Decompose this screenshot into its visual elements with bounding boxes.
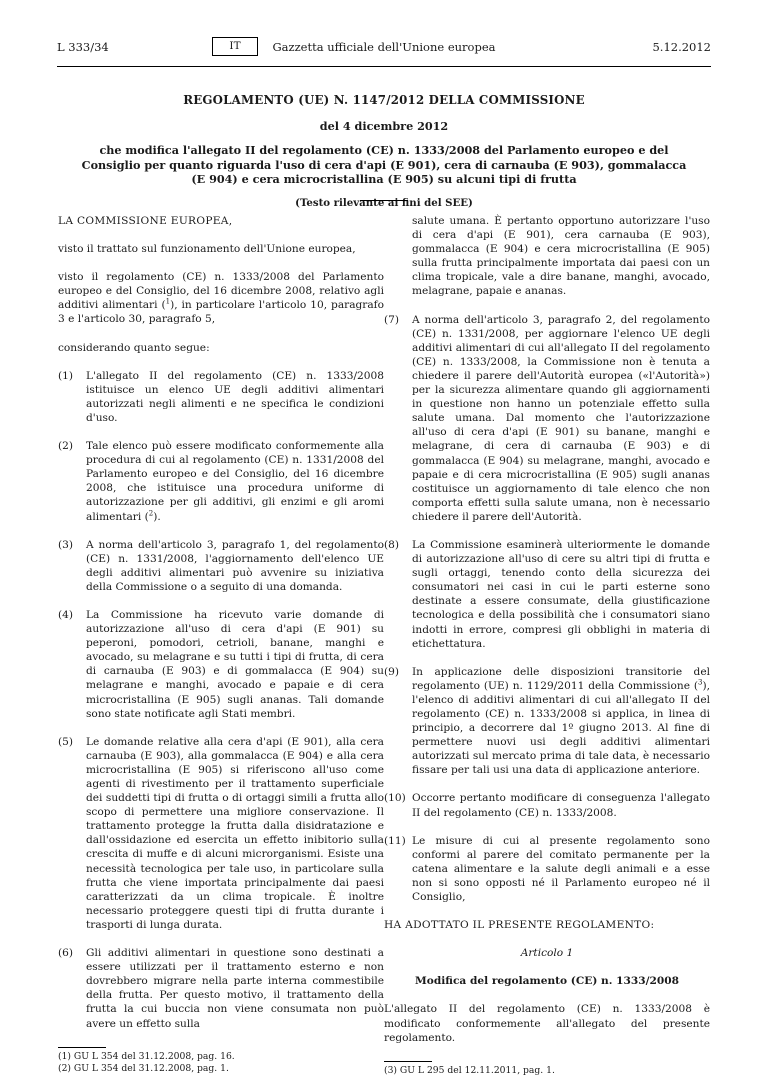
recital-text: La Commissione esaminerà ulteriormente le domande di autorizzazione all'uso di cere su altri tipi di frutta e sugli ortaggi, tenendo conto della sicurezza dei consumatori nei casi in cui le parti esterne sono destinate a essere consumate, della giustificazione tecnologica e della possibilità che i consumatori siano indotti in errore, compresi gli obblighi in materia di etichettatura. — [412, 538, 710, 650]
recital-number: (8) — [384, 538, 400, 551]
footnote: (2) GU L 354 del 31.12.2008, pag. 1. — [58, 1062, 229, 1074]
article-title: Modifica del regolamento (CE) n. 1333/2008 — [415, 975, 679, 988]
preamble-treaty: visto il trattato sul funzionamento dell'Unione europea, — [58, 243, 356, 256]
title-rule — [360, 200, 408, 201]
left-column — [58, 214, 384, 1075]
footnote-ref: 1 — [165, 297, 171, 306]
header-rule — [57, 66, 711, 67]
recitals-right — [384, 313, 710, 905]
footnote-rule — [58, 1047, 106, 1048]
preamble-commission: LA COMMISSIONE EUROPEA, — [58, 215, 233, 227]
recital-number: (3) — [58, 538, 74, 551]
recital-text: Occorre pertanto modificare di conseguenza l'allegato II del regolamento (CE) n. 1333/2008. — [412, 792, 710, 819]
article-text: L'allegato II del regolamento (CE) n. 1333/2008 è modificato conformemente all'allegato del presente regolamento. — [384, 1003, 710, 1044]
recital-number: (7) — [384, 313, 400, 326]
recital-item — [58, 439, 384, 524]
footnote: (1) GU L 354 del 31.12.2008, pag. 16. — [58, 1050, 235, 1062]
recital-number: (2) — [58, 440, 74, 453]
footnote: (3) GU L 295 del 12.11.2011, pag. 1. — [384, 1064, 555, 1076]
eea-relevance: (Testo rilevante ai fini del SEE) — [295, 196, 473, 209]
adopted-statement: HA ADOTTATO IL PRESENTE REGOLAMENTO: — [384, 919, 655, 932]
recital-6-continuation: salute umana. È pertanto opportuno autorizzare l'uso di cera d'api (E 901), cera carnauba (E 903), gommalacca (E 904) e cera microcristallina (E 905) sulla frutta principalmente importata dai paesi con un clima tropicale, vale a dire banane, manghi, avocado, melagrane, papaie e ananas. — [412, 215, 710, 298]
footnote-ref: 2 — [148, 508, 154, 517]
regulation-subject: che modifica l'allegato II del regolamento (CE) n. 1333/2008 del Parlamento europeo e del Consiglio per quanto riguarda l'uso di cera d'api (E 901), cera di carnauba (E 903), gommalacca (E 904) e cera microcristallina (E 905) su alcuni tipi di frutta — [81, 143, 687, 186]
recital-item — [58, 538, 384, 594]
article-label: Articolo 1 — [520, 947, 574, 960]
recital-text: La Commissione ha ricevuto varie domande di autorizzazione all'uso di cera d'api (E 901) su peperoni, pomodori, cetrioli, banane, manghi e avocado, su melagrane e su tutti i tipi di frutta, di cera di carnauba (E 903) e di gommalacca (E 904) su melagrane e manghi, avocado e papaie e di cera microcristallina (E 905) sugli ananas. Tali domande sono state notificate agli Stati membri. — [86, 608, 384, 720]
recital-text: Le domande relative alla cera d'api (E 901), alla cera carnauba (E 903), alla gommalacca (E 904) e alla cera microcristallina (E 905) si riferiscono all'uso come agenti di rivestimento per il trattamento superficiale dei suddetti tipi di frutta o di ortaggi simili a frutta allo scopo di permettere una migliore conservazione. Il trattamento protegge la frutta dalla disidratazione e dall'ossidazione ed esercita un effetto inibitorio sulla crescita di muffe e di alcuni microrganismi. Esiste una necessità tecnologica per tale uso, in particolare sulla frutta che viene importata principalmente dai paesi caratterizzati da un clima tropicale. È inoltre necessario proteggere questi tipi di frutta durante i trasporti di lunga durata. — [86, 735, 384, 931]
recital-text: L'allegato II del regolamento (CE) n. 1333/2008 istituisce un elenco UE degli additivi alimentari autorizzati negli alimenti e ne specifica le condizioni d'uso. — [86, 369, 384, 424]
recital-item — [58, 608, 384, 721]
language-box: IT — [212, 37, 258, 56]
footnote-ref: 3 — [698, 678, 703, 687]
publication-date: 5.12.2012 — [652, 40, 711, 54]
recital-number: (10) — [384, 792, 406, 805]
recital-number: (4) — [58, 608, 74, 621]
recital-item — [58, 946, 384, 1031]
footnotes-right — [384, 1065, 710, 1077]
footnote-rule — [384, 1061, 432, 1062]
journal-name: Gazzetta ufficiale dell'Unione europea — [272, 40, 496, 54]
regulation-title: REGOLAMENTO (UE) N. 1147/2012 DELLA COMMISSIONE — [183, 93, 585, 107]
recital-text: A norma dell'articolo 3, paragrafo 1, del regolamento (CE) n. 1331/2008, l'aggiornamento dell'elenco UE degli additivi alimentari può avvenire su iniziativa della Commissione o a seguito di una domanda. — [86, 538, 384, 593]
recital-number: (1) — [58, 369, 74, 382]
title-block — [80, 93, 688, 209]
preamble-regulation: visto il regolamento (CE) n. 1333/2008 del Parlamento europeo e del Consiglio, del 16 dicembre 2008, relativo agli additivi alimentari ($^1$), in particolare l'articolo 10, paragrafo 3 e l'articolo 30, paragrafo 5, — [58, 271, 384, 326]
recitals-left — [58, 369, 384, 1031]
recital-text: Tale elenco può essere modificato conformemente alla procedura di cui al regolamento (CE) n. 1331/2008 del Parlamento europeo e del Consiglio, del 16 dicembre 2008, che istituisce una procedura uniforme di autorizzazione per gli additivi, gli enzimi e gli aromi alimentari ( — [86, 440, 384, 523]
recital-number: (5) — [58, 735, 74, 748]
recital-number: (6) — [58, 947, 74, 960]
recital-item — [384, 538, 710, 651]
recital-text: Le misure di cui al presente regolamento sono conformi al parere del comitato permanente per la catena alimentare e la salute degli animali e a esse non si sono opposti né il Parlamento europeo né il Consiglio, — [412, 834, 710, 904]
recital-number: (9) — [384, 665, 400, 678]
recital-item — [58, 369, 384, 425]
right-column — [384, 214, 710, 1077]
preamble-whereas: considerando quanto segue: — [58, 341, 210, 354]
recital-item — [384, 665, 710, 778]
footnotes-left — [58, 1051, 384, 1075]
recital-text-tail: ). — [153, 510, 161, 523]
recital-text: In applicazione delle disposizioni transitorie del regolamento (UE) n. 1129/2011 della Commissione ( — [412, 665, 710, 692]
recital-item — [384, 313, 710, 524]
recital-text-tail: ), l'elenco di additivi alimentari di cui all'allegato II del regolamento (CE) n. 1333/2008 si applica, in linea di principio, a decorrere dal 1º giugno 2013. Al fine di permettere nuovi usi degli additivi alimentari autorizzati sul mercato prima di tale data, è necessario fissare per tali usi una data di applicazione anteriore. — [412, 679, 710, 777]
recital-number: (11) — [384, 834, 406, 847]
recital-item — [384, 791, 710, 819]
recital-text: A norma dell'articolo 3, paragrafo 2, del regolamento (CE) n. 1331/2008, per aggiornare l'elenco UE degli additivi alimentari di cui all'allegato II del regolamento (CE) n. 1333/2008, la Commissione non è tenuta a chiedere il parere dell'Autorità europea («l'Autorità») per la sicurezza alimentare quando gli aggiornamenti in questione non hanno un potenziale effetto sulla salute umana. Dal momento che l'autorizzazione all'uso di cera d'api (E 901) su banane, manghi e melagrane, di cera di carnauba (E 903) e di gommalacca (E 904) su melagrane, manghi, avocado e papaie e di cera microcristallina (E 905) sugli ananas costituisce un aggiornamento di tale elenco che non comporta effetti sulla salute umana, non è necessario chiedere il parere dell'Autorità. — [412, 313, 710, 523]
recital-item — [384, 834, 710, 904]
page-reference: L 333/34 — [57, 40, 109, 54]
regulation-date: del 4 dicembre 2012 — [319, 119, 449, 133]
recital-item — [58, 735, 384, 932]
recital-text: Gli additivi alimentari in questione sono destinati a essere utilizzati per il trattamento esterno e non dovrebbero migrare nella parte interna commestibile della frutta. Per questo motivo, il trattamento della frutta la cui buccia non viene consumata non può avere un effetto sulla — [86, 947, 384, 1030]
page-header — [57, 37, 711, 61]
